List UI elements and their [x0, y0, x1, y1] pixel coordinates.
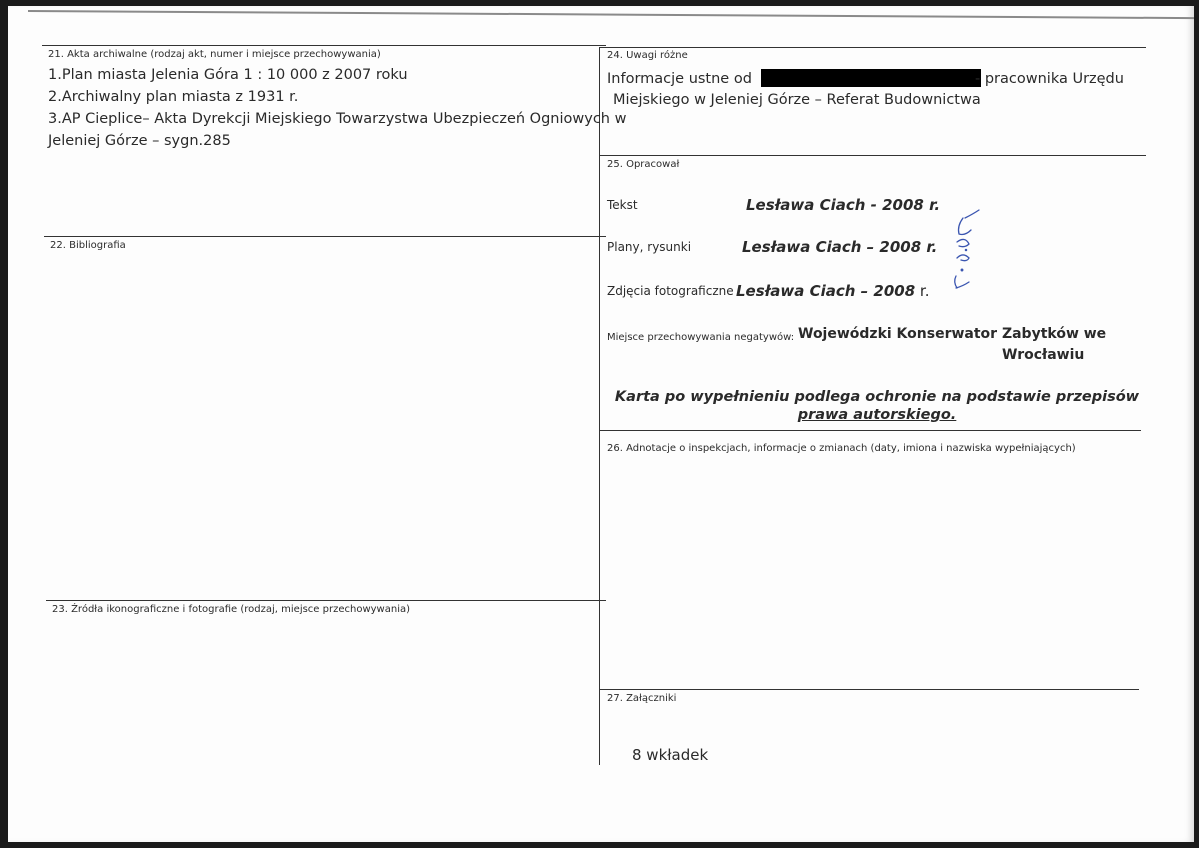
section-21-label: 21. Akta archiwalne (rodzaj akt, numer i miejsce przechowywania) — [48, 49, 381, 60]
negatives-location-value-2: Wrocławiu — [1002, 347, 1085, 363]
column-divider — [599, 47, 600, 765]
copyright-notice-line-1: Karta po wypełnieniu podlega ochronie na podstawie przepisów — [614, 389, 1140, 405]
rule-26-top — [599, 430, 1141, 431]
negatives-location-label: Miejsce przechowywania negatywów: — [607, 332, 795, 343]
remarks-line-1-end: - pracownika Urzędu — [975, 71, 1124, 87]
author-text-value: Lesława Ciach - 2008 r. — [746, 196, 941, 214]
rule-24-top — [599, 47, 1146, 48]
author-plans-value: Lesława Ciach – 2008 r. — [742, 238, 938, 256]
archive-item-3-cont: Jeleniej Górze – sygn.285 — [48, 133, 231, 149]
section-22-label: 22. Bibliografia — [50, 240, 126, 251]
form-page — [8, 6, 1194, 842]
handwritten-signature — [943, 196, 983, 296]
rule-25-top — [599, 155, 1146, 156]
remarks-line-2: Miejskiego w Jeleniej Górze – Referat Budownictwa — [613, 92, 981, 108]
section-23-label: 23. Źródła ikonograficzne i fotografie (rodzaj, miejsce przechowywania) — [52, 604, 411, 615]
copyright-notice — [612, 388, 1142, 424]
section-24-label: 24. Uwagi różne — [607, 50, 688, 61]
archive-item-1: 1.Plan miasta Jelenia Góra 1 : 10 000 z 2007 roku — [48, 67, 408, 83]
rule-22-top — [44, 236, 606, 237]
rule-27-top — [599, 689, 1139, 690]
author-photos-value — [736, 282, 929, 300]
negatives-location-value-1: Wojewódzki Konserwator Zabytków we — [798, 326, 1107, 342]
section-27-label: 27. Załączniki — [607, 693, 677, 704]
author-photos-value-suffix: r. — [915, 282, 930, 300]
author-plans-label: Plany, rysunki — [607, 240, 692, 254]
author-photos-label: Zdjęcia fotograficzne — [607, 284, 734, 298]
copyright-notice-line-2: prawa autorskiego. — [797, 407, 957, 423]
author-text-label: Tekst — [607, 198, 638, 212]
attachments-value: 8 wkładek — [632, 746, 709, 764]
author-photos-value-main: Lesława Ciach – 2008 — [736, 282, 916, 300]
remarks-line-1-start: Informacje ustne od — [607, 71, 752, 87]
section-26-label: 26. Adnotacje o inspekcjach, informacje o zmianach (daty, imiona i nazwiska wypełniających) — [607, 443, 1076, 454]
section-25-label: 25. Opracował — [607, 159, 680, 170]
redaction-block — [761, 69, 981, 87]
rule-21-top — [42, 45, 606, 46]
rule-23-top — [46, 600, 606, 601]
archive-item-2: 2.Archiwalny plan miasta z 1931 r. — [48, 89, 299, 105]
top-edge-rule — [28, 10, 1194, 19]
archive-item-3: 3.AP Cieplice– Akta Dyrekcji Miejskiego Towarzystwa Ubezpieczeń Ogniowych w — [48, 111, 627, 127]
